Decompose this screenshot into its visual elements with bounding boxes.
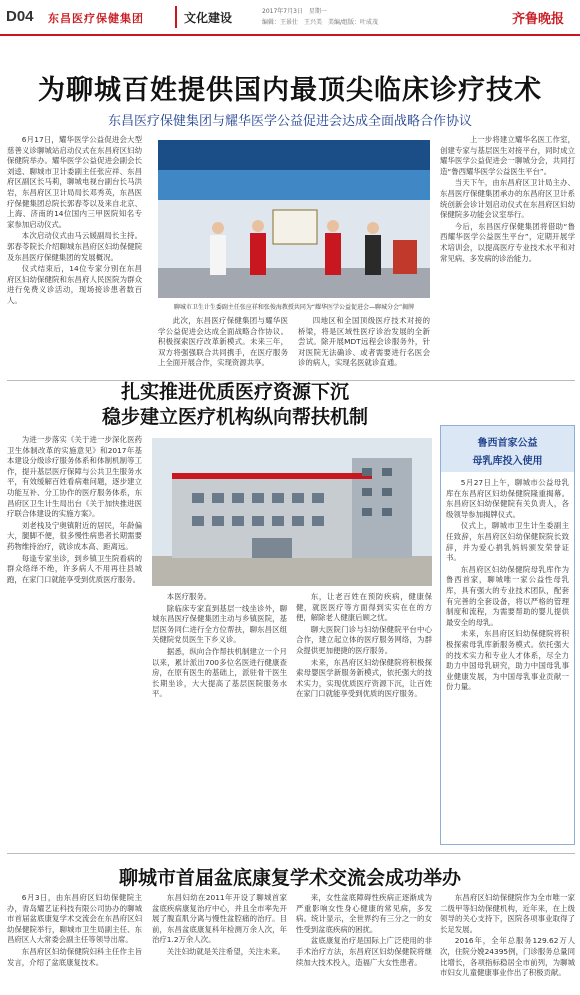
sidebar-title1: 鲁西首家公益 [477, 438, 538, 449]
section3-col4 [440, 893, 575, 991]
article1-col3 [298, 316, 430, 376]
paragraph: 为进一步落实《关于进一步深化医药卫生体制改革的实施意见》和2017年基本建设分级诊疗服务体系和体制机制等工作，提升基层医疗保障与公共卫生服务水平，有效缓解百姓看病难问题，逐步建立功能互补、分工协作的医疗服务体系，东昌府区卫生计生局出台《关于加快推进医疗联合体建设的实施方案》。 [7, 435, 142, 519]
paragraph: 2016年，全年总服务129.62万人次，住院分娩24395例，门诊服务总量同比增长，各项指标稳居全市前列，为聊城市妇女儿童健康事业作出了积极贡献。 [440, 936, 575, 978]
section2-col1 [7, 435, 142, 845]
section2-col2 [152, 592, 287, 845]
paragraph: 6月17日，耀华医学公益促进会大型慈善义诊聊城站启动仪式在东昌府区妇幼保健院举办。耀华医学公益促进会副会长刘逵、聊城市卫计委副主任张应祥、东昌府区副区长马莉，聊城电视台副台长马洪岩，东昌府区卫计局局长邓秀英，东昌医疗保健集团总院长郭春苓以及来自北京、上海、济南的14位国内三甲医院知名专家参加启动仪式。 [7, 135, 142, 229]
page-number: D04 [6, 8, 34, 25]
hospital-building-illustration [152, 438, 432, 586]
ceremony-photo [158, 140, 430, 298]
paragraph: 未来，东昌府区妇幼保健院将积极探索母乳库新服务模式。依托强大的技术实力和专业人才体系，尽全力助力中国母乳研究，助力中国母乳事业健康发展，为中国母乳事业贡献一份力量。 [446, 629, 569, 692]
newspaper-logo: 齐鲁晚报 [512, 12, 565, 27]
paragraph: 来，女性盆底障碍性疾病正逐渐成为严重影响女性身心健康的常见病，多发病。统计显示，全世界约有三分之一的女性受到盆底疾病的困扰。 [296, 893, 432, 934]
page-header [0, 0, 580, 34]
sidebar-body [446, 478, 569, 838]
section2-col3 [296, 592, 432, 845]
section-name: 文化建设 [184, 11, 233, 25]
hospital-building-photo [152, 438, 432, 586]
org-name: 东昌医疗保健集团 [48, 12, 144, 25]
editors-line: 编辑：王景仕 王兴美 美编/组版：叶成茂 [262, 19, 379, 26]
photo-caption: 聊城市卫生计生委副主任张应祥和张俊海教授共同为“耀华医学公益促进会—聊城分会”揭牌 [173, 304, 415, 311]
paragraph: 四地区和全国顶级医疗技术对接的桥梁，将是区域性医疗诊治发展的全新尝试。除开展MDT远程会诊服务外，针对医院无法确诊、或者需要进行名医会诊的病人，实现名医就诊直通。 [298, 316, 430, 368]
paragraph: 6月3日，由东昌府区妇幼保健院主办，青岛耀艺证科技有限公司协办的聊城市首届盆底康复学术交流会在东昌府区妇幼保健院举行，聊城市卫生局副主任、东昌府区人大常委会副主任等领导出席。 [7, 893, 142, 945]
paragraph: 5月27日上午，聊城市公益母乳库在东昌府区妇幼保健院隆重揭幕。东昌府区妇幼保健院有关负责人，各级领导参加揭牌仪式。 [446, 478, 569, 519]
paragraph: 仪式上，聊城市卫生计生委副主任致辞，东昌府区妇幼保健院院长致辞，并为爱心捐乳妈妈颁发荣誉证书。 [446, 521, 569, 563]
section2-title1: 扎实推进优质医疗资源下沉 [120, 381, 349, 403]
paragraph: 东昌府区妇幼保健院母乳库作为鲁西首家，聊城唯一家公益性母乳库，具有强大的专业技术团队，配套有完善的全套设备，将以严格的管理制度和流程，为需要帮助的婴儿提供最安全的母乳。 [446, 564, 569, 627]
section3-col1 [7, 893, 142, 991]
paragraph: 此次，东昌医疗保健集团与耀华医学公益促进会达成全面战略合作协议。积极探索医疗改革新模式。未来三年，双方将强强联合共同携手，在医疗服务上全面开展合作，实现资源共享。 [158, 316, 288, 368]
article1-col4 [440, 135, 575, 375]
section-divider [7, 853, 575, 854]
paragraph: 今后，东昌医疗保健集团将借助“鲁西耀华医学公益医生平台”，定期开展学术培训会，以提高医疗专业技术水平和对常见病、多发病的诊治能力。 [440, 221, 575, 263]
milk-bank-sidebar [440, 425, 575, 845]
section3-title: 聊城市首届盆底康复学术交流会成功举办 [118, 867, 461, 889]
paragraph: 盆底康复治疗是国际上广泛使用的非手术治疗方法，东昌府区妇幼保健院将继续加大技术投入，造福广大女性患者。 [296, 936, 432, 967]
paragraph: 聊大医院门诊与妇幼保健院平台中心合作，建立起立体的医疗服务网络，为群众提供更加便捷的医疗服务。 [296, 624, 432, 655]
paragraph: 当天下午，由东昌府区卫计局主办、东昌医疗保健集团承办的东昌府区卫计系统创新会诊计划启动仪式在东昌府区妇幼保健院多功能会议室举行。 [440, 178, 575, 220]
header-divider [175, 6, 177, 28]
paragraph: 东，让老百姓在预防疾病，健康保健，就医医疗等方面得到实实在在的方便，解除老人健康后顾之忧。 [296, 592, 432, 623]
sidebar-title2: 母乳库投入使用 [472, 456, 543, 467]
paragraph: 上一步将建立耀华名医工作室，创建专家与基层医生对接平台，同时成立耀华医学公益促进会一聊城分会，共同打造“鲁西耀华医学公益医生平台”。 [440, 135, 575, 176]
paragraph: 据悉，纵向合作帮扶机制建立一个月以来，累计派出700多位名医进行健康查房，在原有医生的基础上，派驻骨干医生长期坐诊，大大提高了基层医院服务水平。 [152, 646, 287, 699]
paragraph: 每逢专家坐诊，到乡镇卫生院看病的群众络绎不绝，许多病人不用再往县城跑，在家门口就能享受到优质医疗服务。 [7, 553, 142, 584]
article1-col1 [7, 135, 142, 343]
main-headline: 为聊城百姓提供国内最顶尖临床诊疗技术 [38, 75, 542, 106]
paragraph: 未来，东昌府区妇幼保健院将积极探索母婴医学新服务新模式，依托强大的技术实力，实现优质医疗资源下沉，让百姓在家门口就能享受到优质的医疗服务。 [296, 657, 432, 699]
paragraph: 东昌府区妇幼保健院妇科主任作主旨发言，介绍了盆底康复技术。 [7, 946, 142, 967]
paragraph: 除临床专家直到基层一线坐诊外，聊城东昌医疗保健集团主动与乡镇医院，基层医务同仁进行全方位帮扶，聊东昌区组关健院党员医生下乡义诊。 [152, 603, 287, 645]
paragraph: 仪式结束后，14位专家分别在东昌府区妇幼保健院和东昌府人民医院为群众进行免费义诊活动，现场接诊患者数百人。 [7, 264, 142, 305]
paragraph: 东昌府区妇幼保健院作为全市唯一家二级甲等妇幼保健机构，近年来，在上级领导的关心支持下，医院各项事业取得了长足发展。 [440, 893, 575, 934]
main-subheadline: 东昌医疗保健集团与耀华医学公益促进会达成全面战略合作协议 [107, 114, 472, 129]
header-rule [0, 34, 580, 36]
section3-col2 [152, 893, 287, 991]
section3-col3 [296, 893, 432, 991]
article1-col2 [158, 316, 288, 376]
paragraph: 刘老栈及宁奥镇附近的居民，年龄偏大，腿脚不便，很多慢性病患者长期需要药物维持治疗，就诊成本高、距离远。 [7, 520, 142, 551]
paragraph: 本次启动仪式由马云媛副局长主持。郭春苓院长介绍聊城东昌府区妇幼保健院及东昌医疗保健集团的发展概况。 [7, 231, 142, 262]
paragraph: 本医疗服务。 [166, 592, 212, 601]
date-line: 2017年7月3日 星期一 [262, 8, 327, 15]
paragraph: 关注妇幼就是关注希望，关注未来。 [166, 946, 286, 956]
ceremony-photo-illustration [158, 140, 430, 298]
paragraph: 东昌妇幼在2011年开设了聊城首家盆底疾病康复治疗中心，并且全市率先开展了腹直肌分离与慢性盆腔痛的治疗。目前，东昌盆底康复科年检测万余人次，年治疗1.2万余人次。 [152, 893, 287, 945]
section2-title2: 稳步建立医疗机构纵向帮扶机制 [101, 406, 368, 428]
